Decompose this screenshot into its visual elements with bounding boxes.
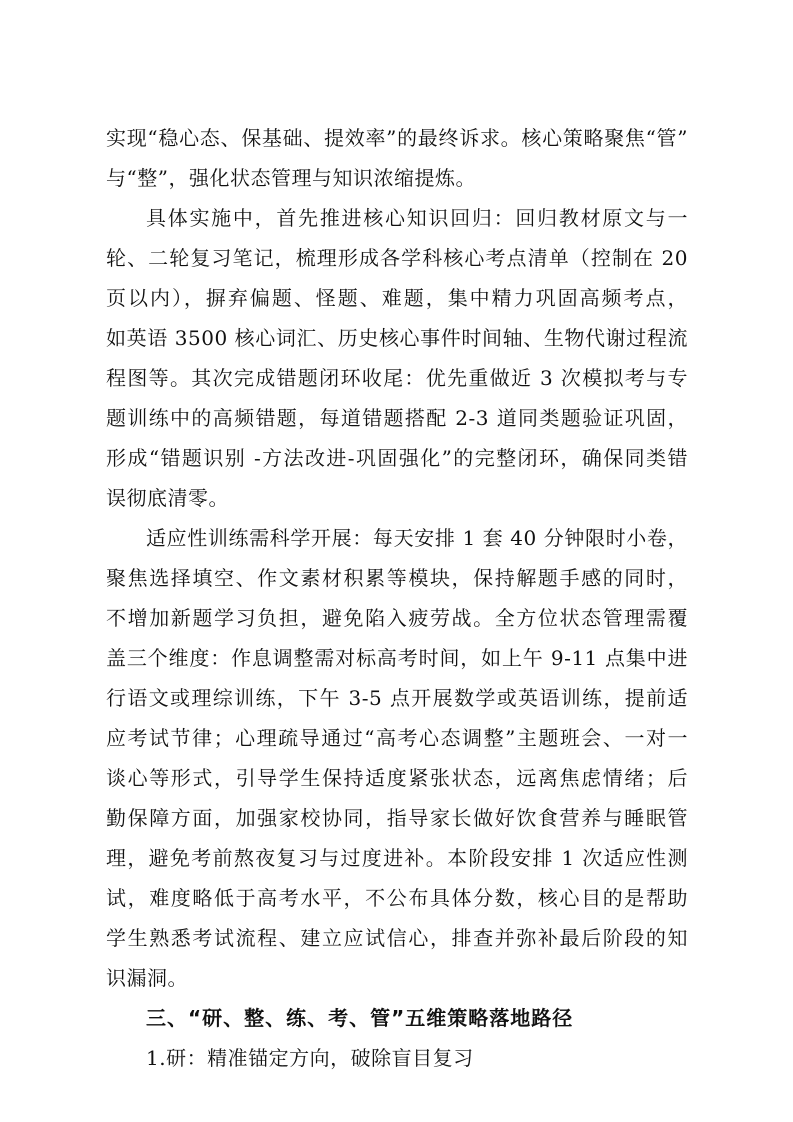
paragraph-line: 学生熟悉考试流程、建立应试信心，排查并弥补最后阶段的知 bbox=[106, 926, 688, 950]
paragraph-line: 谈心等形式，引导学生保持适度紧张状态，远离焦虑情绪；后 bbox=[106, 766, 688, 790]
paragraph-line: 勤保障方面，加强家校协同，指导家长做好饮食营养与睡眠管 bbox=[106, 806, 688, 830]
paragraph-line: 页以内），摒弃偏题、怪题、难题，集中精力巩固高频考点， bbox=[106, 286, 688, 310]
paragraph-line: 聚焦选择填空、作文素材积累等模块，保持解题手感的同时， bbox=[106, 566, 688, 590]
paragraph-line: 盖三个维度：作息调整需对标高考时间，如上午 9-11 点集中进 bbox=[106, 646, 688, 670]
paragraph-line: 不增加新题学习负担，避免陷入疲劳战。全方位状态管理需覆 bbox=[106, 606, 688, 630]
paragraph-line: 形成“错题识别 -方法改进-巩固强化”的完整闭环，确保同类错 bbox=[106, 446, 688, 470]
paragraph-line: 实现“稳心态、保基础、提效率”的最终诉求。核心策略聚焦“管” bbox=[106, 126, 688, 150]
paragraph-line: 识漏洞。 bbox=[106, 966, 188, 990]
paragraph-line: 应考试节律；心理疏导通过“高考心态调整”主题班会、一对一 bbox=[106, 726, 688, 750]
paragraph-line: 轮、二轮复习笔记，梳理形成各学科核心考点清单（控制在 20 bbox=[106, 246, 688, 270]
subsection-heading: 1.研：精准锚定方向，破除盲目复习 bbox=[146, 1046, 474, 1070]
section-heading: 三、“研、整、练、考、管”五维策略落地路径 bbox=[146, 1006, 574, 1030]
paragraph-line: 适应性训练需科学开展：每天安排 1 套 40 分钟限时小卷， bbox=[146, 526, 688, 550]
paragraph-line: 程图等。其次完成错题闭环收尾：优先重做近 3 次模拟考与专 bbox=[106, 366, 688, 390]
paragraph-line: 如英语 3500 核心词汇、历史核心事件时间轴、生物代谢过程流 bbox=[106, 326, 688, 350]
paragraph-line: 误彻底清零。 bbox=[106, 486, 229, 510]
paragraph-line: 试，难度略低于高考水平，不公布具体分数，核心目的是帮助 bbox=[106, 886, 688, 910]
paragraph-line: 具体实施中，首先推进核心知识回归：回归教材原文与一 bbox=[146, 206, 688, 230]
paragraph-line: 与“整”，强化状态管理与知识浓缩提炼。 bbox=[106, 166, 476, 190]
paragraph-line: 题训练中的高频错题，每道错题搭配 2-3 道同类题验证巩固， bbox=[106, 406, 688, 430]
paragraph-line: 行语文或理综训练，下午 3-5 点开展数学或英语训练，提前适 bbox=[106, 686, 688, 710]
paragraph-line: 理，避免考前熬夜复习与过度进补。本阶段安排 1 次适应性测 bbox=[106, 846, 688, 870]
